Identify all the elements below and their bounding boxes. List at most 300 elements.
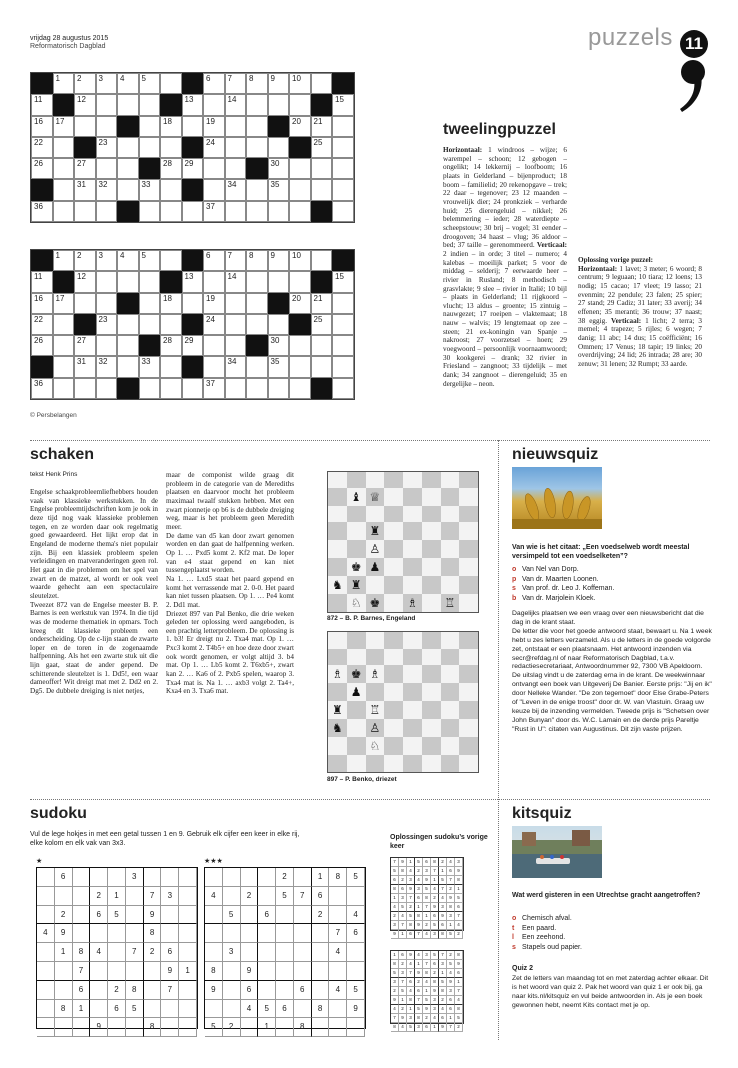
chess-square (384, 594, 403, 612)
crossword-cell (289, 94, 311, 115)
sudoku-cell: 3 (407, 1014, 415, 1023)
sudoku-cell: 6 (241, 981, 259, 1000)
sudoku-cell: 8 (423, 894, 431, 903)
chess-square (441, 506, 460, 522)
chess-square (459, 522, 478, 540)
sudoku-cell: 4 (407, 987, 415, 996)
crossword-cell (74, 378, 96, 399)
sudoku-cell: 1 (407, 1005, 415, 1014)
sudoku-cell: 6 (258, 906, 276, 925)
sudoku-cell (241, 1018, 259, 1037)
crossword-cell: 10 (289, 250, 311, 271)
sudoku-cell: 5 (455, 1014, 463, 1023)
crossword-cell: 7 (225, 250, 247, 271)
oplossing-title: Oplossing vorige puzzel: (578, 256, 654, 264)
sudoku-cell: 2 (447, 885, 455, 894)
chess-square (403, 683, 422, 701)
sudoku-cell: 4 (205, 887, 223, 906)
sudoku-cell: 4 (415, 951, 423, 960)
crossword-black-cell (289, 314, 311, 335)
crossword-cell (289, 201, 311, 222)
crossword-cell: 3 (96, 73, 118, 94)
sudoku-cell: 8 (407, 921, 415, 930)
crossword-cell (182, 293, 204, 314)
sudoku-cell: 1 (423, 987, 431, 996)
sudoku-cell: 8 (455, 951, 463, 960)
crossword-cell (117, 94, 139, 115)
option-letter: o (512, 915, 517, 922)
sudoku-cell (37, 981, 55, 1000)
sudoku-cell: 1 (399, 996, 407, 1005)
chess-square (422, 632, 441, 649)
crossword-cell (225, 116, 247, 137)
sudoku-cell: 5 (223, 906, 241, 925)
verticaal-clues: 2 indien – in orde; 3 titel – numero; 4 kalebas – moeilijk parket; 5 voor de middag – selderij; 7 eerwaarde heer – rivier in Rusland; 8 methodisch – grasvlakte; 9 slee – rivier in Italië; 10 bijl – plaats in Gelderland; 11 rijgkoord – vlucht; 13 aldus – groente; 15 zintuig – nauwgezet; 17 roeipen – vlaktemaat; 18 nauw – walvis; 19 lengtemaat op zee – steen; 21 ex-koningin van Spanje – nakroost; 27 voorzetsel – hoen; 29 voegwoord – persoonlijk voornaamwoord; 30 kookgerei – drank; 32 rivier in Friesland – zangnoot; 33 tijdelijk – met dank; 34 zangnoot – dierengeluid; 35 en dergelijke – neon. (443, 249, 567, 388)
kitsquiz-title: kitsquiz (512, 805, 572, 822)
sudoku-cell (294, 868, 312, 887)
sudoku-cell: 1 (439, 867, 447, 876)
sudoku-cell: 9 (241, 962, 259, 981)
sudoku-cell: 1 (431, 1023, 439, 1032)
quiz-option (512, 565, 614, 575)
sudoku-cell: 5 (415, 858, 423, 867)
crossword-cell (311, 335, 333, 356)
sudoku-cell (161, 924, 179, 943)
chess-square (347, 632, 366, 649)
option-letter: s (512, 585, 516, 592)
sudoku-cell: 9 (431, 903, 439, 912)
sudoku-2-difficulty: ★★★ (204, 858, 223, 865)
crossword-cell: 30 (268, 158, 290, 179)
sudoku-cell (223, 981, 241, 1000)
chess-caption-872: 872 – B. P. Barnes, Engeland (327, 615, 416, 622)
sudoku-cell: 2 (399, 876, 407, 885)
sudoku-cell: 2 (391, 912, 399, 921)
chess-square (328, 683, 347, 701)
sudoku-cell (144, 962, 162, 981)
crossword-cell (53, 158, 75, 179)
chess-square (403, 506, 422, 522)
tweelingpuzzel-clues-2 (578, 146, 702, 369)
sudoku-cell: 4 (455, 996, 463, 1005)
sudoku-cell (276, 924, 294, 943)
crossword-cell: 20 (289, 293, 311, 314)
sudoku-cell (90, 924, 108, 943)
sudoku-cell: 5 (431, 921, 439, 930)
crossword-cell (268, 314, 290, 335)
sudoku-cell (179, 981, 197, 1000)
sudoku-cell: 3 (423, 951, 431, 960)
sudoku-cell: 9 (407, 951, 415, 960)
sudoku-cell: 4 (329, 981, 347, 1000)
crossword-cell (203, 94, 225, 115)
chess-square (328, 558, 347, 576)
crossword-black-cell (31, 179, 53, 200)
sudoku-cell: 3 (431, 996, 439, 1005)
sudoku-cell: 3 (447, 912, 455, 921)
crossword-cell (246, 137, 268, 158)
divider-middle (30, 799, 710, 800)
chess-square (384, 755, 403, 772)
sudoku-cell: 6 (415, 894, 423, 903)
chess-square (384, 488, 403, 506)
crossword-cell: 4 (117, 73, 139, 94)
chess-square: ♘ (366, 737, 385, 755)
crossword-cell (268, 201, 290, 222)
crossword-cell: 28 (160, 158, 182, 179)
sudoku-cell: 6 (455, 903, 463, 912)
option-text: Stapels oud papier. (522, 943, 582, 951)
crossword-cell: 9 (268, 250, 290, 271)
crossword-cell: 13 (182, 94, 204, 115)
chess-square (328, 649, 347, 666)
crossword-cell (53, 314, 75, 335)
sudoku-cell (276, 962, 294, 981)
chess-square (422, 558, 441, 576)
sudoku-cell (37, 962, 55, 981)
sudoku-cell (179, 1000, 197, 1019)
chess-square (459, 632, 478, 649)
sudoku-cell: 4 (241, 1000, 259, 1019)
crossword-black-cell (53, 271, 75, 292)
crossword-black-cell (53, 94, 75, 115)
crossword-cell: 22 (31, 137, 53, 158)
chess-square (403, 737, 422, 755)
sudoku-cell: 7 (399, 921, 407, 930)
chess-square (384, 719, 403, 737)
chess-square (441, 558, 460, 576)
sudoku-cell: 6 (312, 887, 330, 906)
sudoku-cell (108, 943, 126, 962)
sudoku-cell: 4 (399, 1023, 407, 1032)
chess-square: ♗ (366, 665, 385, 683)
crossword-cell: 30 (268, 335, 290, 356)
sudoku-cell: 8 (415, 1014, 423, 1023)
crossword-cell (225, 293, 247, 314)
sudoku-cell: 6 (447, 1005, 455, 1014)
sudoku-cell: 3 (391, 921, 399, 930)
sudoku-cell: 5 (347, 868, 365, 887)
sudoku-cell (126, 962, 144, 981)
chess-square (459, 755, 478, 772)
chess-square: ♜ (347, 576, 366, 594)
crossword-grid-2 (30, 249, 355, 400)
sudoku-cell: 1 (391, 894, 399, 903)
sudoku-cell (312, 981, 330, 1000)
page-number: 11 (680, 30, 708, 58)
crossword-cell: 26 (31, 158, 53, 179)
sudoku-cell: 6 (439, 921, 447, 930)
sudoku-cell: 2 (439, 996, 447, 1005)
sudoku-cell: 5 (407, 1023, 415, 1032)
crossword-cell (332, 137, 354, 158)
crossword-cell: 29 (182, 335, 204, 356)
chess-square (422, 755, 441, 772)
crossword-cell (268, 137, 290, 158)
sudoku-cell: 1 (415, 960, 423, 969)
crossword-cell: 36 (31, 201, 53, 222)
option-text: Van dr. Maarten Loonen. (522, 575, 599, 583)
sudoku-cell (312, 1018, 330, 1037)
sudoku-cell: 7 (415, 930, 423, 939)
sudoku-cell (347, 887, 365, 906)
crossword-cell (139, 94, 161, 115)
comma-logo-icon (676, 58, 706, 114)
sudoku-cell: 2 (455, 1023, 463, 1032)
crossword-cell (332, 116, 354, 137)
chess-square (403, 558, 422, 576)
crossword-cell: 23 (96, 314, 118, 335)
kitsquiz-options (512, 914, 582, 952)
sudoku-cell: 9 (423, 1005, 431, 1014)
sudoku-cell: 8 (399, 867, 407, 876)
chess-square (422, 522, 441, 540)
sudoku-cell (144, 868, 162, 887)
crossword-black-cell (117, 378, 139, 399)
crossword-cell (289, 378, 311, 399)
crossword-cell: 14 (225, 94, 247, 115)
sudoku-cell: 6 (294, 981, 312, 1000)
option-text: Van dr. Marjolein Kloek. (522, 594, 596, 602)
chess-square (459, 506, 478, 522)
sudoku-cell: 8 (447, 903, 455, 912)
sudoku-cell (161, 868, 179, 887)
sudoku-cell: 6 (399, 951, 407, 960)
chess-square (366, 472, 385, 488)
crossword-cell: 11 (31, 94, 53, 115)
sudoku-cell (223, 962, 241, 981)
crossword-cell: 2 (74, 73, 96, 94)
chess-square (459, 683, 478, 701)
sudoku-cell (329, 1018, 347, 1037)
crossword-cell: 32 (96, 179, 118, 200)
sudoku-cell (126, 924, 144, 943)
crossword-cell (246, 116, 268, 137)
sudoku-title: sudoku (30, 805, 87, 822)
crossword-cell: 25 (311, 137, 333, 158)
schaken-author: tekst Henk Prins (30, 471, 78, 478)
oplossing-h: 1 lavet; 3 meter; 6 woord; 8 centrum; 9 leguaan; 10 tiara; 12 loens; 13 nodig; 15 cacao; 17 vleet; 19 lasso; 21 evenmin; 22 pendule; 23 falen; 25 spier; 27 stand; 29 Cadiz; 31 later; 33 averij; 34 effenen; 35 meranti; 36 trouw; 37 naast; 38 eggig. (578, 264, 702, 325)
sudoku-cell: 3 (126, 868, 144, 887)
chess-square: ♞ (328, 576, 347, 594)
option-text: Een zeehond. (522, 934, 566, 941)
sudoku-cell (258, 924, 276, 943)
chess-square: ♙ (366, 540, 385, 558)
crossword-cell (117, 271, 139, 292)
sudoku-cell: 3 (439, 960, 447, 969)
sudoku-cell (294, 924, 312, 943)
sudoku-cell: 3 (439, 903, 447, 912)
sudoku-cell (276, 981, 294, 1000)
sudoku-cell: 4 (431, 1014, 439, 1023)
sudoku-cell: 5 (399, 903, 407, 912)
crossword-cell (225, 137, 247, 158)
crossword-cell: 34 (225, 179, 247, 200)
sudoku-cell: 7 (73, 962, 91, 981)
sudoku-cell: 6 (431, 912, 439, 921)
crossword-cell (53, 137, 75, 158)
crossword-cell (311, 356, 333, 377)
sudoku-cell (126, 1018, 144, 1037)
sudoku-cell: 7 (423, 960, 431, 969)
sudoku-cell (144, 981, 162, 1000)
chess-square (384, 701, 403, 719)
chess-square (422, 594, 441, 612)
sudoku-cell: 2 (455, 930, 463, 939)
oplossing-h-label: Horizontaal: (578, 264, 618, 273)
sudoku-grid-2 (204, 867, 366, 1032)
chess-square: ♗ (403, 594, 422, 612)
sudoku-cell: 4 (399, 912, 407, 921)
nieuwsquiz-title: nieuwsquiz (512, 446, 599, 463)
sudoku-cell: 4 (37, 924, 55, 943)
sudoku-cell: 2 (144, 943, 162, 962)
chess-square (384, 472, 403, 488)
sudoku-cell (108, 1018, 126, 1037)
sudoku-cell (241, 924, 259, 943)
canal-photo (512, 826, 602, 878)
sudoku-cell: 5 (447, 930, 455, 939)
crossword-black-cell (139, 335, 161, 356)
sudoku-cell (179, 868, 197, 887)
crossword-cell (246, 179, 268, 200)
sudoku-cell: 7 (144, 887, 162, 906)
sudoku-cell: 4 (423, 978, 431, 987)
chess-square (403, 701, 422, 719)
sudoku-cell: 4 (431, 885, 439, 894)
chess-square (403, 665, 422, 683)
chess-square (384, 665, 403, 683)
sudoku-cell: 8 (439, 930, 447, 939)
crossword-cell (268, 271, 290, 292)
crossword-cell (117, 179, 139, 200)
chess-square (459, 540, 478, 558)
sudoku-cell: 2 (55, 906, 73, 925)
sudoku-cell: 2 (415, 867, 423, 876)
sudoku-cell (312, 924, 330, 943)
crossword-cell: 15 (332, 94, 354, 115)
sudoku-cell: 8 (439, 987, 447, 996)
crossword-cell (311, 158, 333, 179)
sudoku-cell: 7 (391, 1014, 399, 1023)
sudoku-cell: 6 (73, 981, 91, 1000)
sudoku-cell: 6 (455, 969, 463, 978)
kitsquiz-q2-title: Quiz 2 (512, 965, 534, 972)
sudoku-cell (276, 906, 294, 925)
chess-square: ♘ (347, 594, 366, 612)
chess-square: ♗ (328, 665, 347, 683)
sudoku-cell: 9 (161, 962, 179, 981)
sudoku-cell: 7 (415, 996, 423, 1005)
sudoku-cell: 8 (455, 1005, 463, 1014)
sudoku-cell (258, 981, 276, 1000)
sudoku-cell: 3 (161, 887, 179, 906)
horizontaal-label: Horizontaal: (443, 146, 483, 154)
chess-square (366, 632, 385, 649)
sudoku-cell: 5 (439, 978, 447, 987)
sudoku-cell: 2 (399, 1005, 407, 1014)
sudoku-cell: 1 (439, 969, 447, 978)
sudoku-cell (37, 1000, 55, 1019)
sudoku-cell: 4 (347, 906, 365, 925)
issue-date: vrijdag 28 augustus 2015 (30, 35, 109, 42)
sudoku-cell: 5 (258, 1000, 276, 1019)
crossword-cell (53, 378, 75, 399)
crossword-cell (74, 116, 96, 137)
crossword-cell (225, 378, 247, 399)
sudoku-cell: 8 (431, 978, 439, 987)
chess-square: ♞ (328, 719, 347, 737)
sudoku-cell: 7 (407, 894, 415, 903)
crossword-cell (203, 271, 225, 292)
crossword-black-cell (289, 137, 311, 158)
crossword-cell (289, 335, 311, 356)
crossword-cell (160, 73, 182, 94)
crossword-cell (117, 158, 139, 179)
sudoku-cell: 9 (455, 960, 463, 969)
chess-square (403, 719, 422, 737)
chess-square (422, 540, 441, 558)
crossword-cell (332, 335, 354, 356)
sudoku-cell: 5 (431, 951, 439, 960)
sudoku-cell: 8 (73, 943, 91, 962)
crossword-cell: 31 (74, 356, 96, 377)
sudoku-cell: 9 (144, 906, 162, 925)
chess-square (441, 683, 460, 701)
crossword-cell (182, 378, 204, 399)
crossword-cell: 24 (203, 137, 225, 158)
crossword-cell (160, 356, 182, 377)
sudoku-cell (179, 924, 197, 943)
crossword-cell (96, 378, 118, 399)
sudoku-cell: 5 (423, 885, 431, 894)
crossword-cell (289, 356, 311, 377)
sudoku-cell: 9 (407, 885, 415, 894)
crossword-cell (160, 314, 182, 335)
sudoku-cell (108, 868, 126, 887)
chess-square (403, 522, 422, 540)
crossword-cell (139, 378, 161, 399)
chess-square (347, 737, 366, 755)
crossword-cell: 6 (203, 250, 225, 271)
sudoku-cell: 3 (431, 1005, 439, 1014)
crossword-cell (139, 137, 161, 158)
crossword-cell: 1 (53, 73, 75, 94)
chess-square (459, 558, 478, 576)
sudoku-cell: 7 (399, 978, 407, 987)
sudoku-cell: 4 (439, 1005, 447, 1014)
sudoku-cell (108, 962, 126, 981)
crossword-cell: 17 (53, 116, 75, 137)
sudoku-cell: 7 (455, 987, 463, 996)
sudoku-cell: 9 (415, 969, 423, 978)
sudoku-cell (258, 962, 276, 981)
crossword-cell: 37 (203, 201, 225, 222)
sudoku-cell: 1 (73, 1000, 91, 1019)
chess-square (441, 488, 460, 506)
crossword-black-cell (311, 271, 333, 292)
sudoku-cell: 8 (205, 962, 223, 981)
sudoku-cell: 1 (179, 962, 197, 981)
crossword-black-cell (182, 137, 204, 158)
sudoku-cell: 5 (126, 1000, 144, 1019)
sudoku-cell: 6 (108, 1000, 126, 1019)
sudoku-cell (205, 868, 223, 887)
chess-square (422, 649, 441, 666)
chess-square (441, 665, 460, 683)
sudoku-cell: 8 (312, 1000, 330, 1019)
chess-square: ♚ (366, 594, 385, 612)
